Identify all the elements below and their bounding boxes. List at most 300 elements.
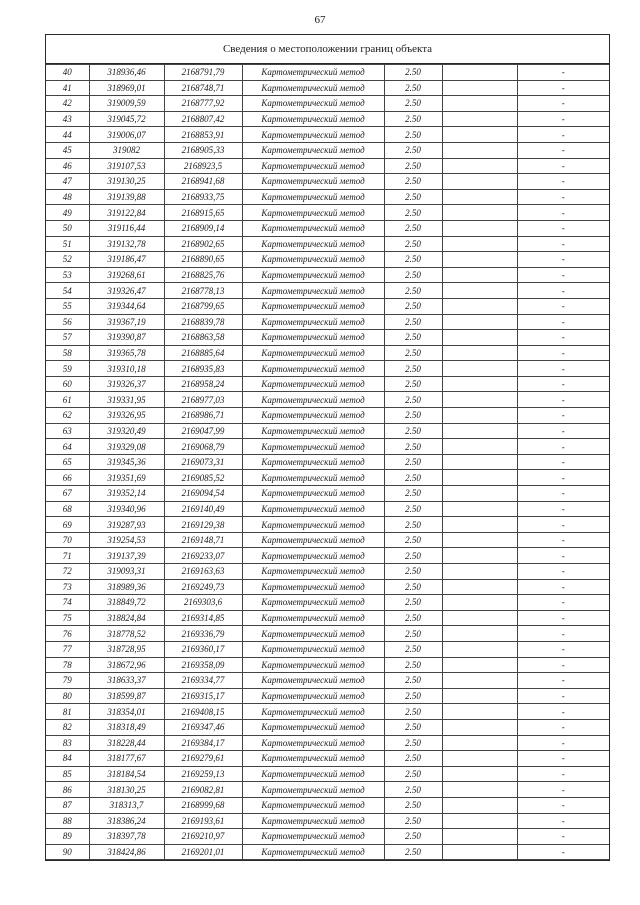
method-cell: Картометрический метод [242, 314, 384, 330]
y-coordinate-cell: 2168791,79 [164, 65, 242, 81]
method-cell: Картометрический метод [242, 704, 384, 720]
table-row [46, 392, 609, 408]
x-coordinate-cell: 318633,37 [89, 673, 164, 689]
empty-cell [442, 657, 517, 673]
table-row [46, 189, 609, 205]
empty-cell [442, 205, 517, 221]
empty-cell [442, 220, 517, 236]
empty-cell [442, 345, 517, 361]
table-row [46, 626, 609, 642]
x-coordinate-cell: 318184,54 [89, 766, 164, 782]
x-coordinate-cell: 319268,61 [89, 267, 164, 283]
empty-cell [442, 626, 517, 642]
y-coordinate-cell: 2169073,31 [164, 454, 242, 470]
method-cell: Картометрический метод [242, 595, 384, 611]
method-cell: Картометрический метод [242, 220, 384, 236]
note-cell: - [517, 829, 609, 845]
empty-cell [442, 579, 517, 595]
point-number-cell: 53 [46, 267, 89, 283]
point-number-cell: 54 [46, 283, 89, 299]
precision-cell: 2.50 [384, 595, 442, 611]
method-cell: Картометрический метод [242, 532, 384, 548]
x-coordinate-cell: 319326,95 [89, 408, 164, 424]
note-cell: - [517, 486, 609, 502]
note-cell: - [517, 766, 609, 782]
precision-cell: 2.50 [384, 314, 442, 330]
point-number-cell: 80 [46, 688, 89, 704]
x-coordinate-cell: 319340,96 [89, 501, 164, 517]
empty-cell [442, 844, 517, 860]
table-row [46, 813, 609, 829]
precision-cell: 2.50 [384, 470, 442, 486]
table-row [46, 267, 609, 283]
table-row [46, 158, 609, 174]
point-number-cell: 45 [46, 142, 89, 158]
table-row [46, 454, 609, 470]
note-cell: - [517, 345, 609, 361]
precision-cell: 2.50 [384, 782, 442, 798]
empty-cell [442, 470, 517, 486]
note-cell: - [517, 439, 609, 455]
point-number-cell: 83 [46, 735, 89, 751]
precision-cell: 2.50 [384, 174, 442, 190]
method-cell: Картометрический метод [242, 439, 384, 455]
note-cell: - [517, 579, 609, 595]
table-row [46, 252, 609, 268]
x-coordinate-cell: 318354,01 [89, 704, 164, 720]
empty-cell [442, 392, 517, 408]
point-number-cell: 73 [46, 579, 89, 595]
x-coordinate-cell: 318424,86 [89, 844, 164, 860]
point-number-cell: 67 [46, 486, 89, 502]
table-row [46, 844, 609, 860]
precision-cell: 2.50 [384, 844, 442, 860]
note-cell: - [517, 111, 609, 127]
precision-cell: 2.50 [384, 579, 442, 595]
precision-cell: 2.50 [384, 65, 442, 81]
x-coordinate-cell: 318778,52 [89, 626, 164, 642]
point-number-cell: 61 [46, 392, 89, 408]
method-cell: Картометрический метод [242, 96, 384, 112]
x-coordinate-cell: 319326,47 [89, 283, 164, 299]
y-coordinate-cell: 2169140,49 [164, 501, 242, 517]
precision-cell: 2.50 [384, 704, 442, 720]
method-cell: Картометрический метод [242, 236, 384, 252]
method-cell: Картометрический метод [242, 408, 384, 424]
note-cell: - [517, 361, 609, 377]
note-cell: - [517, 813, 609, 829]
y-coordinate-cell: 2169408,15 [164, 704, 242, 720]
precision-cell: 2.50 [384, 252, 442, 268]
x-coordinate-cell: 319186,47 [89, 252, 164, 268]
table-row [46, 236, 609, 252]
note-cell: - [517, 330, 609, 346]
method-cell: Картометрический метод [242, 829, 384, 845]
point-number-cell: 84 [46, 751, 89, 767]
y-coordinate-cell: 2168986,71 [164, 408, 242, 424]
method-cell: Картометрический метод [242, 142, 384, 158]
empty-cell [442, 564, 517, 580]
table-row [46, 829, 609, 845]
note-cell: - [517, 220, 609, 236]
y-coordinate-cell: 2168799,65 [164, 298, 242, 314]
x-coordinate-cell: 319116,44 [89, 220, 164, 236]
method-cell: Картометрический метод [242, 205, 384, 221]
precision-cell: 2.50 [384, 719, 442, 735]
empty-cell [442, 142, 517, 158]
point-number-cell: 65 [46, 454, 89, 470]
x-coordinate-cell: 319310,18 [89, 361, 164, 377]
point-number-cell: 60 [46, 376, 89, 392]
method-cell: Картометрический метод [242, 345, 384, 361]
empty-cell [442, 688, 517, 704]
section-title: Сведения о местоположении границ объекта [46, 35, 609, 64]
y-coordinate-cell: 2168999,68 [164, 797, 242, 813]
note-cell: - [517, 564, 609, 580]
y-coordinate-cell: 2168748,71 [164, 80, 242, 96]
note-cell: - [517, 782, 609, 798]
x-coordinate-cell: 319082 [89, 142, 164, 158]
note-cell: - [517, 657, 609, 673]
point-number-cell: 51 [46, 236, 89, 252]
method-cell: Картометрический метод [242, 517, 384, 533]
table-row [46, 704, 609, 720]
empty-cell [442, 766, 517, 782]
x-coordinate-cell: 318849,72 [89, 595, 164, 611]
method-cell: Картометрический метод [242, 813, 384, 829]
table-row [46, 641, 609, 657]
x-coordinate-cell: 318989,36 [89, 579, 164, 595]
y-coordinate-cell: 2168853,91 [164, 127, 242, 143]
table-row [46, 330, 609, 346]
empty-cell [442, 80, 517, 96]
precision-cell: 2.50 [384, 439, 442, 455]
precision-cell: 2.50 [384, 220, 442, 236]
method-cell: Картометрический метод [242, 283, 384, 299]
method-cell: Картометрический метод [242, 189, 384, 205]
point-number-cell: 52 [46, 252, 89, 268]
precision-cell: 2.50 [384, 127, 442, 143]
table-row [46, 517, 609, 533]
empty-cell [442, 797, 517, 813]
page-number: 67 [314, 14, 326, 26]
method-cell: Картометрический метод [242, 641, 384, 657]
precision-cell: 2.50 [384, 267, 442, 283]
y-coordinate-cell: 2169384,17 [164, 735, 242, 751]
y-coordinate-cell: 2169082,81 [164, 782, 242, 798]
y-coordinate-cell: 2169068,79 [164, 439, 242, 455]
method-cell: Картометрический метод [242, 735, 384, 751]
point-number-cell: 47 [46, 174, 89, 190]
method-cell: Картометрический метод [242, 330, 384, 346]
empty-cell [442, 423, 517, 439]
point-number-cell: 90 [46, 844, 89, 860]
table-row [46, 532, 609, 548]
precision-cell: 2.50 [384, 751, 442, 767]
note-cell: - [517, 392, 609, 408]
empty-cell [442, 158, 517, 174]
table-row [46, 361, 609, 377]
y-coordinate-cell: 2168778,13 [164, 283, 242, 299]
x-coordinate-cell: 319352,14 [89, 486, 164, 502]
point-number-cell: 59 [46, 361, 89, 377]
method-cell: Картометрический метод [242, 80, 384, 96]
table-row [46, 423, 609, 439]
precision-cell: 2.50 [384, 361, 442, 377]
method-cell: Картометрический метод [242, 657, 384, 673]
point-number-cell: 62 [46, 408, 89, 424]
x-coordinate-cell: 319390,87 [89, 330, 164, 346]
precision-cell: 2.50 [384, 626, 442, 642]
point-number-cell: 66 [46, 470, 89, 486]
precision-cell: 2.50 [384, 548, 442, 564]
y-coordinate-cell: 2168905,33 [164, 142, 242, 158]
empty-cell [442, 267, 517, 283]
precision-cell: 2.50 [384, 829, 442, 845]
empty-cell [442, 298, 517, 314]
note-cell: - [517, 236, 609, 252]
note-cell: - [517, 751, 609, 767]
table-row [46, 486, 609, 502]
precision-cell: 2.50 [384, 657, 442, 673]
empty-cell [442, 439, 517, 455]
table-row [46, 205, 609, 221]
x-coordinate-cell: 318969,01 [89, 80, 164, 96]
method-cell: Картометрический метод [242, 361, 384, 377]
point-number-cell: 82 [46, 719, 89, 735]
table-row [46, 766, 609, 782]
empty-cell [442, 673, 517, 689]
method-cell: Картометрический метод [242, 392, 384, 408]
empty-cell [442, 719, 517, 735]
table-row [46, 298, 609, 314]
point-number-cell: 79 [46, 673, 89, 689]
precision-cell: 2.50 [384, 517, 442, 533]
empty-cell [442, 252, 517, 268]
table-row [46, 127, 609, 143]
method-cell: Картометрический метод [242, 158, 384, 174]
method-cell: Картометрический метод [242, 454, 384, 470]
note-cell: - [517, 65, 609, 81]
empty-cell [442, 236, 517, 252]
precision-cell: 2.50 [384, 501, 442, 517]
empty-cell [442, 782, 517, 798]
table-row [46, 719, 609, 735]
y-coordinate-cell: 2169303,6 [164, 595, 242, 611]
point-number-cell: 76 [46, 626, 89, 642]
x-coordinate-cell: 319137,39 [89, 548, 164, 564]
table-row [46, 797, 609, 813]
table-row [46, 80, 609, 96]
method-cell: Картометрический метод [242, 267, 384, 283]
precision-cell: 2.50 [384, 564, 442, 580]
x-coordinate-cell: 318386,24 [89, 813, 164, 829]
point-number-cell: 81 [46, 704, 89, 720]
y-coordinate-cell: 2169148,71 [164, 532, 242, 548]
point-number-cell: 89 [46, 829, 89, 845]
x-coordinate-cell: 319045,72 [89, 111, 164, 127]
table-row [46, 439, 609, 455]
note-cell: - [517, 142, 609, 158]
table-row [46, 579, 609, 595]
point-number-cell: 58 [46, 345, 89, 361]
point-number-cell: 78 [46, 657, 89, 673]
empty-cell [442, 330, 517, 346]
precision-cell: 2.50 [384, 423, 442, 439]
y-coordinate-cell: 2168933,75 [164, 189, 242, 205]
y-coordinate-cell: 2169193,61 [164, 813, 242, 829]
point-number-cell: 72 [46, 564, 89, 580]
x-coordinate-cell: 318228,44 [89, 735, 164, 751]
y-coordinate-cell: 2169249,73 [164, 579, 242, 595]
method-cell: Картометрический метод [242, 797, 384, 813]
method-cell: Картометрический метод [242, 298, 384, 314]
x-coordinate-cell: 319365,78 [89, 345, 164, 361]
empty-cell [442, 454, 517, 470]
y-coordinate-cell: 2168915,65 [164, 205, 242, 221]
precision-cell: 2.50 [384, 392, 442, 408]
method-cell: Картометрический метод [242, 548, 384, 564]
empty-cell [442, 361, 517, 377]
table-row [46, 408, 609, 424]
precision-cell: 2.50 [384, 205, 442, 221]
boundary-coordinates-section [45, 34, 610, 861]
table-row [46, 610, 609, 626]
y-coordinate-cell: 2168839,78 [164, 314, 242, 330]
y-coordinate-cell: 2169315,17 [164, 688, 242, 704]
method-cell: Картометрический метод [242, 65, 384, 81]
empty-cell [442, 501, 517, 517]
empty-cell [442, 595, 517, 611]
x-coordinate-cell: 319329,08 [89, 439, 164, 455]
empty-cell [442, 548, 517, 564]
precision-cell: 2.50 [384, 345, 442, 361]
note-cell: - [517, 454, 609, 470]
point-number-cell: 48 [46, 189, 89, 205]
method-cell: Картометрический метод [242, 127, 384, 143]
method-cell: Картометрический метод [242, 376, 384, 392]
note-cell: - [517, 127, 609, 143]
x-coordinate-cell: 318599,87 [89, 688, 164, 704]
method-cell: Картометрический метод [242, 844, 384, 860]
precision-cell: 2.50 [384, 673, 442, 689]
x-coordinate-cell: 319254,53 [89, 532, 164, 548]
x-coordinate-cell: 319331,95 [89, 392, 164, 408]
x-coordinate-cell: 319107,53 [89, 158, 164, 174]
note-cell: - [517, 595, 609, 611]
y-coordinate-cell: 2168777,92 [164, 96, 242, 112]
note-cell: - [517, 158, 609, 174]
note-cell: - [517, 844, 609, 860]
precision-cell: 2.50 [384, 766, 442, 782]
table-row [46, 673, 609, 689]
note-cell: - [517, 376, 609, 392]
point-number-cell: 55 [46, 298, 89, 314]
y-coordinate-cell: 2168941,68 [164, 174, 242, 190]
point-number-cell: 71 [46, 548, 89, 564]
y-coordinate-cell: 2168923,5 [164, 158, 242, 174]
y-coordinate-cell: 2169085,52 [164, 470, 242, 486]
table-row [46, 111, 609, 127]
empty-cell [442, 174, 517, 190]
note-cell: - [517, 673, 609, 689]
y-coordinate-cell: 2169347,46 [164, 719, 242, 735]
table-row [46, 548, 609, 564]
y-coordinate-cell: 2169358,09 [164, 657, 242, 673]
y-coordinate-cell: 2169233,07 [164, 548, 242, 564]
y-coordinate-cell: 2168807,42 [164, 111, 242, 127]
method-cell: Картометрический метод [242, 423, 384, 439]
point-number-cell: 69 [46, 517, 89, 533]
empty-cell [442, 376, 517, 392]
point-number-cell: 86 [46, 782, 89, 798]
method-cell: Картометрический метод [242, 470, 384, 486]
empty-cell [442, 751, 517, 767]
point-number-cell: 56 [46, 314, 89, 330]
point-number-cell: 44 [46, 127, 89, 143]
x-coordinate-cell: 319320,49 [89, 423, 164, 439]
point-number-cell: 49 [46, 205, 89, 221]
method-cell: Картометрический метод [242, 486, 384, 502]
table-row [46, 174, 609, 190]
method-cell: Картометрический метод [242, 688, 384, 704]
y-coordinate-cell: 2169259,13 [164, 766, 242, 782]
y-coordinate-cell: 2168863,58 [164, 330, 242, 346]
note-cell: - [517, 735, 609, 751]
note-cell: - [517, 298, 609, 314]
y-coordinate-cell: 2169279,61 [164, 751, 242, 767]
precision-cell: 2.50 [384, 688, 442, 704]
precision-cell: 2.50 [384, 376, 442, 392]
precision-cell: 2.50 [384, 80, 442, 96]
point-number-cell: 64 [46, 439, 89, 455]
empty-cell [442, 610, 517, 626]
table-row [46, 376, 609, 392]
empty-cell [442, 704, 517, 720]
note-cell: - [517, 470, 609, 486]
y-coordinate-cell: 2169334,77 [164, 673, 242, 689]
precision-cell: 2.50 [384, 330, 442, 346]
method-cell: Картометрический метод [242, 673, 384, 689]
coordinates-table-body [46, 65, 609, 860]
x-coordinate-cell: 319345,36 [89, 454, 164, 470]
method-cell: Картометрический метод [242, 174, 384, 190]
y-coordinate-cell: 2168825,76 [164, 267, 242, 283]
note-cell: - [517, 423, 609, 439]
empty-cell [442, 189, 517, 205]
precision-cell: 2.50 [384, 532, 442, 548]
y-coordinate-cell: 2168935,83 [164, 361, 242, 377]
y-coordinate-cell: 2169094,54 [164, 486, 242, 502]
note-cell: - [517, 688, 609, 704]
note-cell: - [517, 283, 609, 299]
table-row [46, 283, 609, 299]
point-number-cell: 57 [46, 330, 89, 346]
precision-cell: 2.50 [384, 236, 442, 252]
note-cell: - [517, 704, 609, 720]
precision-cell: 2.50 [384, 454, 442, 470]
point-number-cell: 41 [46, 80, 89, 96]
precision-cell: 2.50 [384, 797, 442, 813]
y-coordinate-cell: 2168977,03 [164, 392, 242, 408]
note-cell: - [517, 501, 609, 517]
point-number-cell: 63 [46, 423, 89, 439]
x-coordinate-cell: 319367,19 [89, 314, 164, 330]
precision-cell: 2.50 [384, 813, 442, 829]
note-cell: - [517, 174, 609, 190]
point-number-cell: 87 [46, 797, 89, 813]
point-number-cell: 42 [46, 96, 89, 112]
